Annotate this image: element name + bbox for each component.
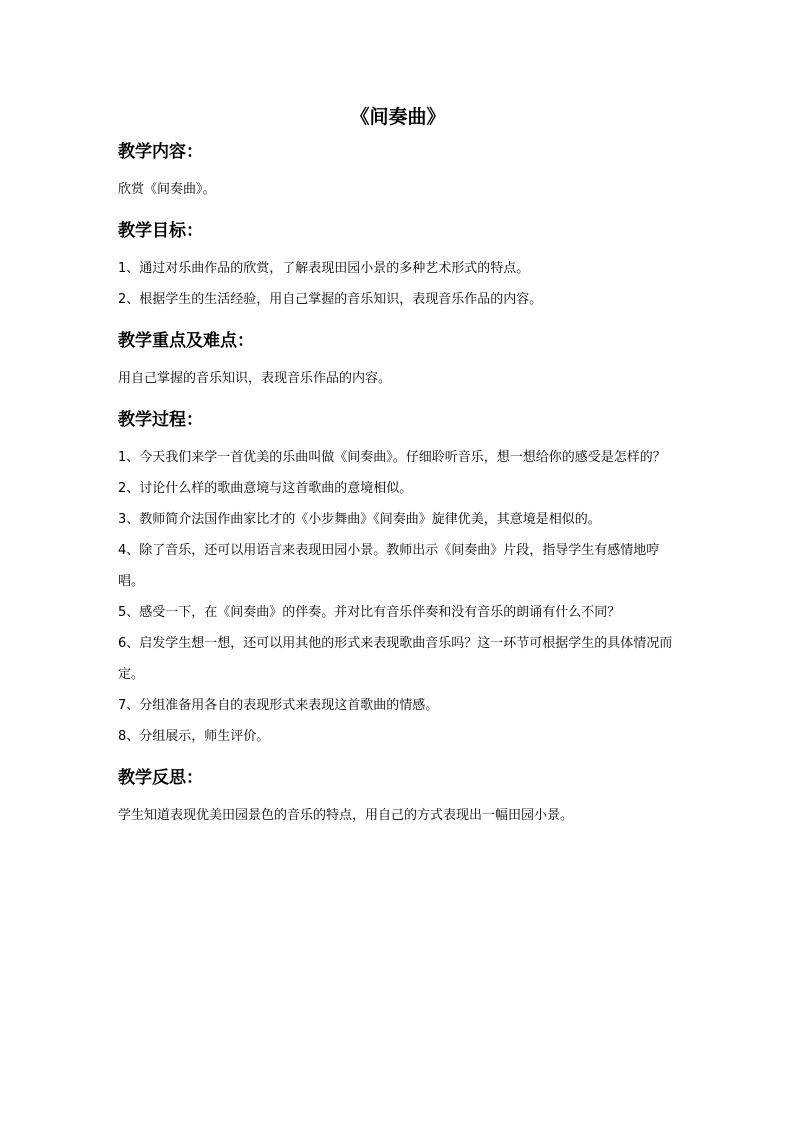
- section-process: [118, 408, 678, 752]
- section-heading-key-points: 教学重点及难点：: [118, 331, 254, 351]
- paragraph: 1、通过对乐曲作品的欣赏，了解表现田园小景的多种艺术形式的特点。: [118, 261, 530, 276]
- section-heading-reflection: 教学反思：: [118, 768, 203, 788]
- section-heading-process: 教学过程：: [118, 410, 203, 430]
- paragraph: 用自己掌握的音乐知识，表现音乐作品的内容。: [118, 371, 392, 386]
- paragraph: 欣赏《间奏曲》。: [118, 182, 216, 197]
- section-heading-content: 教学内容：: [118, 142, 203, 162]
- paragraph: 6、启发学生想一想，还可以用其他的形式来表现歌曲音乐吗？这一环节可根据学生的具体情况而定。: [118, 636, 673, 682]
- paragraph: 1、今天我们来学一首优美的乐曲叫做《间奏曲》。仔细聆听音乐，想一想给你的感受是怎样的？: [118, 450, 666, 465]
- section-key-points: [118, 329, 678, 394]
- paragraph: 8、分组展示，师生评价。: [118, 729, 270, 744]
- section-heading-goals: 教学目标：: [118, 221, 203, 241]
- paragraph: 2、根据学生的生活经验，用自己掌握的音乐知识，表现音乐作品的内容。: [118, 292, 543, 307]
- section-reflection: [118, 766, 678, 831]
- document-title: 《间奏曲》: [350, 106, 446, 128]
- section-goals: [118, 219, 678, 315]
- document-page: [118, 100, 678, 831]
- paragraph: 4、除了音乐，还可以用语言来表现田园小景。教师出示《间奏曲》片段，指导学生有感情地哼唱。: [118, 543, 660, 589]
- section-content: [118, 140, 678, 205]
- paragraph: 学生知道表现优美田园景色的音乐的特点，用自己的方式表现出一幅田园小景。: [118, 808, 574, 823]
- paragraph: 3、教师简介法国作曲家比才的《小步舞曲》《间奏曲》旋律优美，其意境是相似的。: [118, 512, 601, 527]
- paragraph: 5、感受一下，在《间奏曲》的伴奏。并对比有音乐伴奏和没有音乐的朗诵有什么不同？: [118, 605, 621, 620]
- paragraph: 2、讨论什么样的歌曲意境与这首歌曲的意境相似。: [118, 481, 413, 496]
- paragraph: 7、分组准备用各自的表现形式来表现这首歌曲的情感。: [118, 698, 439, 713]
